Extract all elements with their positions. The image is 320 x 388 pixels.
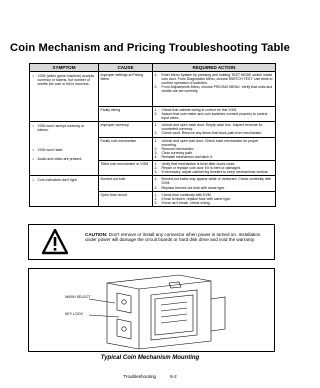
action-item: 2. Check vault. Remove any items that block path from mechanism. (154, 131, 263, 136)
action-item: 3. Clear currency path. (154, 150, 194, 155)
action-item: 3. If fuse isn’t blown, check wiring. (154, 200, 211, 205)
action-item: 2. If fuse is blown, replace fuse with same type. (154, 196, 231, 201)
action-cell (153, 176, 276, 191)
symptom-item: • Coin indicators don’t light (32, 178, 97, 182)
action-item: 3. If necessary, adjust cabinet leg levelers to keep mechanisms vertical. (154, 170, 269, 175)
symptom-item: • Audio and video are present. (32, 157, 97, 161)
symptom-item: • VGM (video game machine) accepts currency or tokens, but number of credits per coin or bill is incorrect. (32, 74, 97, 86)
cause-cell: Faulty wiring (99, 107, 153, 122)
cause-cell: Improper settings at Pricing Menu (99, 72, 153, 107)
action-cell (153, 72, 276, 107)
action-cell (153, 137, 276, 160)
footer-section: Troubleshooting (123, 374, 157, 379)
cause-cell: Improper currency (99, 122, 153, 137)
action-item: 1. Enter Menu System by pressing and holding TEST MODE switch inside coin door. From Diagnostics Menu, choose SWITCH TEST. Use tests to confirm operation of switches. (154, 73, 273, 86)
cause-cell: Faulty coin mechanism (99, 137, 153, 160)
page-title: Coin Mechanism and Pricing Troubleshooting Table (10, 42, 290, 54)
troubleshooting-table (29, 63, 276, 207)
figure-caption: Typical Coin Mechanism Mounting (100, 355, 200, 361)
action-cell (153, 122, 276, 137)
action-cell (153, 191, 276, 206)
action-item: 4. Reinstall mechanism and latch it. (154, 154, 213, 159)
action-item: 1. Check that cabinet wiring is correct for this VGM. (154, 108, 238, 112)
symptom-item: • VGM won’t start. (32, 148, 97, 152)
action-item: 1. Unlock and open cash door. Empty cash box. Inspect revenue for counterfeit currency. (154, 123, 263, 132)
figure-label-key-lock: KEY LOCK (65, 312, 83, 316)
table-row (30, 176, 276, 191)
action-item: 2. Assure that coin meter and coin switches connect properly to control input wires. (154, 112, 268, 121)
caution-text (85, 232, 271, 243)
symptom-cell (30, 72, 99, 122)
action-item: 1. Burned-out bulbs may appear white or darkened. Check continuity with DVM. (154, 177, 272, 186)
header-cause: CAUSE (99, 64, 153, 72)
header-required-action: REQUIRED ACTION (153, 64, 276, 72)
warning-icon (42, 229, 68, 255)
symptom-item: • VGM won’t accept currency or tokens. (32, 124, 97, 132)
table-row (30, 72, 276, 107)
caution-message: Don’t remove or install any connector when power is turned on. Installation under power will damage the circuit boards or hard disk drive and void the warranty. (85, 232, 261, 243)
page-footer (0, 374, 300, 379)
coin-mechanism-figure (28, 268, 275, 352)
action-item: 1. Unlock and open coin door. Check each mechanism for proper mounting. (154, 138, 259, 147)
action-item: 1. Check fuse continuity with DVM. (154, 192, 212, 197)
caution-label: CAUTION: (85, 232, 108, 237)
coin-mechanism-drawing (29, 269, 276, 353)
action-item: 1. Verify that mechanism is level after doors close. (154, 162, 236, 167)
action-item: 2. Remove mechanism. (154, 146, 195, 151)
symptom-cell (30, 122, 99, 176)
symptom-cell (30, 176, 99, 207)
action-cell (153, 161, 276, 176)
action-item: 2. Repair or replace coin door if it is bent or damaged. (154, 166, 242, 171)
action-item: 2. From Adjustments Menu, choose PRICING MENU. Verify that units and credits are set correctly. (154, 85, 273, 94)
cause-cell: Tilted coin mechanism or VGM (99, 161, 153, 176)
figure-label-wash-select: WASH SELECT (65, 295, 91, 299)
table-row (30, 122, 276, 137)
action-item: 2. Replace burned-out bulb with same type. (154, 185, 226, 190)
table-header-row (30, 64, 276, 72)
action-cell (153, 107, 276, 122)
page-number: 6-2 (170, 374, 177, 379)
cause-cell: Open fuse circuit (99, 191, 153, 206)
header-symptom: SYMPTOM (30, 64, 99, 72)
caution-box (28, 224, 275, 260)
cause-cell: Burned-out bulb (99, 176, 153, 191)
